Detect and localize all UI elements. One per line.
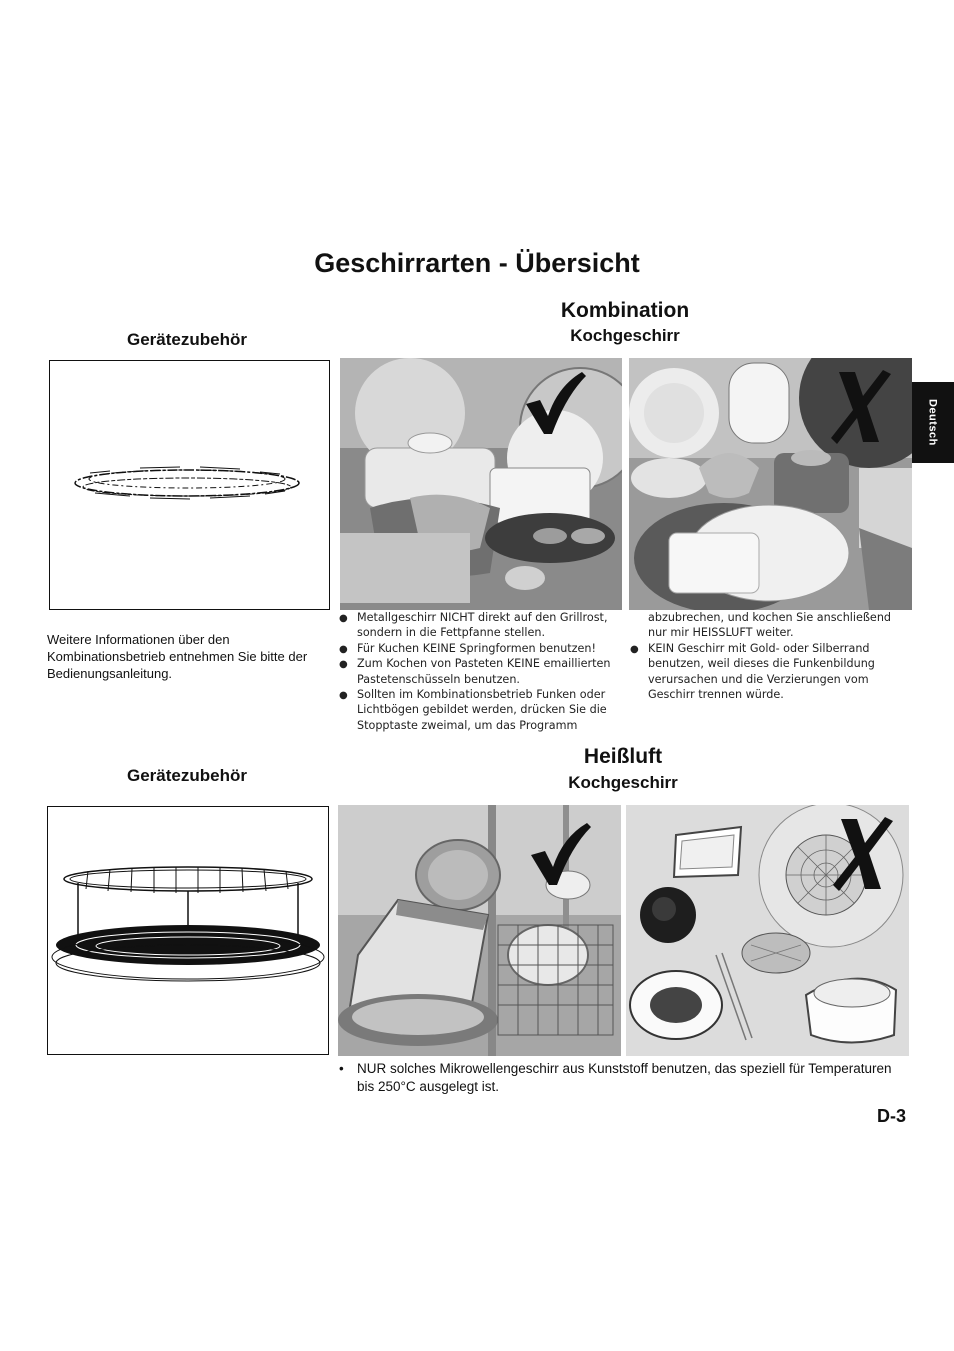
bullet-dot: • [339,1061,344,1076]
language-tab [911,382,954,463]
bullet-item: ● KEIN Geschirr mit Gold- oder Silberrand benutzen, weil dieses die Funkenbildung verursachen und die Verzierungen vom Geschirr trennen würde. [630,641,910,703]
heissluft-bullet-text: NUR solches Mikrowellengeschirr aus Kunststoff benutzen, das speziell für Temperaturen bis 250°C ausgelegt ist. [357,1061,892,1094]
accessory-label-kombination: Gerätezubehör [127,330,247,349]
check-mark-icon [523,817,593,887]
bullet-item: ● Zum Kochen von Pasteten KEINE emaillierten Pastetenschüsseln benutzen. [339,656,624,687]
page-title: Geschirrarten - Übersicht [314,248,640,278]
kombination-bullets-left [339,610,624,733]
photo-kombination-suitable [340,358,622,610]
section-kombination-heading: Kombination [560,299,690,322]
heissluft-bullet [339,1060,899,1096]
accessory-box-rack-turntable [47,806,329,1055]
page-number: D-3 [876,1106,906,1126]
bullet-item: ● Metallgeschirr NICHT direkt auf den Grillrost, sondern in die Fettpfanne stellen. [339,610,624,641]
grill-rack-illustration [50,361,329,609]
section-heissluft-heading: Heißluft [583,745,663,768]
section-heissluft-subheading: Kochgeschirr [568,773,678,792]
accessory-label-heissluft: Gerätezubehör [127,766,247,785]
rack-turntable-illustration [48,807,328,1054]
kombination-bullets-right [630,610,910,702]
x-mark-icon [831,813,897,893]
language-tab-label: Deutsch [926,399,939,446]
section-kombination-subheading: Kochgeschirr [570,326,680,345]
photo-heissluft-suitable [338,805,621,1056]
accessory-box-grill-rack [49,360,330,610]
photo-kombination-unsuitable [629,358,912,610]
check-mark-icon [518,366,588,436]
bullet-item: ● Sollten im Kombinationsbetrieb Funken oder Lichtbögen gebildet werden, drücken Sie die Stopptaste zweimal, um das Programm [339,687,624,733]
bullet-item: ● Für Kuchen KEINE Springformen benutzen! [339,641,624,656]
x-mark-icon [829,366,895,446]
kombination-note: Weitere Informationen über den Kombinationsbetrieb entnehmen Sie bitte der Bedienungsanleitung. [47,632,308,681]
photo-heissluft-unsuitable [626,805,909,1056]
bullet-continuation: abzubrechen, und kochen Sie anschließend nur mir HEISSLUFT weiter. [648,611,892,640]
